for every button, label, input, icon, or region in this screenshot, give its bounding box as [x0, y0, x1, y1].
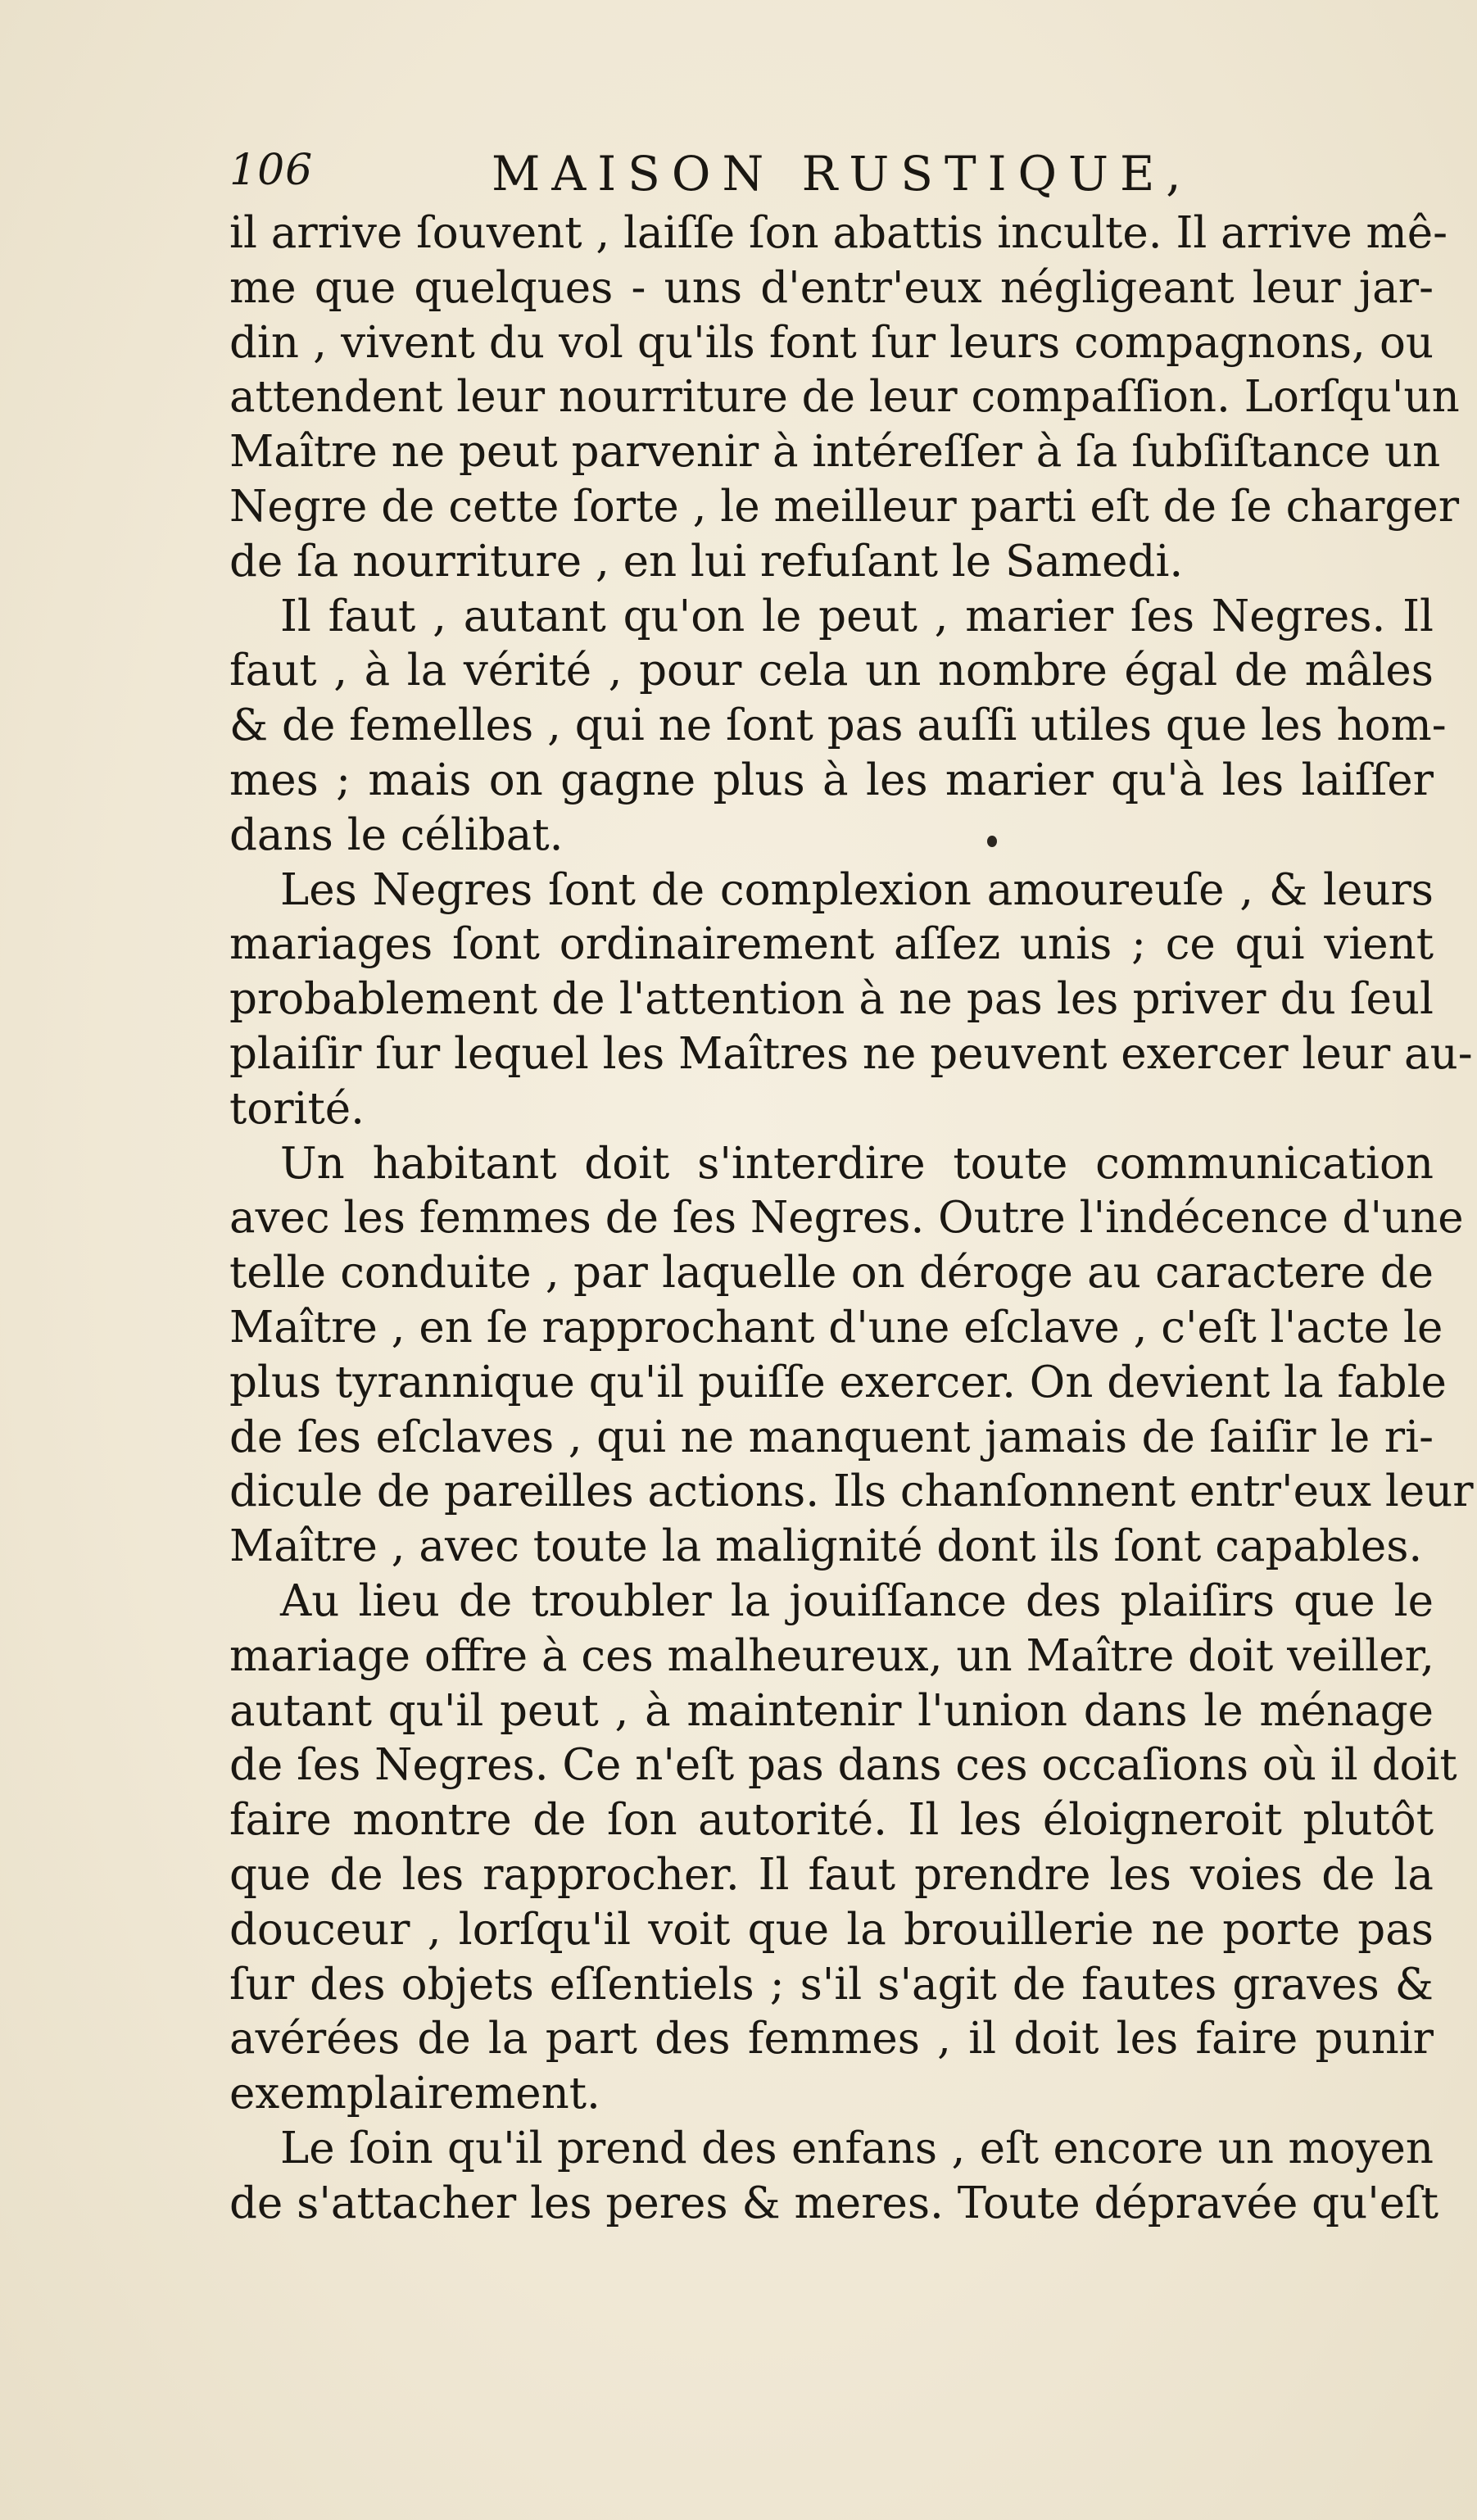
text-line: me que quelques - uns d'entr'eux négligeant leur jar- — [229, 262, 1434, 313]
text-line: Le ſoin qu'il prend des enfans , eſt encore un moyen — [280, 2123, 1434, 2173]
text-line: & de femelles , qui ne ſont pas auſſi utiles que les hom- — [229, 700, 1447, 751]
paragraph — [229, 1137, 1474, 1575]
text-line: de ſes eſclaves , qui ne manquent jamais de ſaiſir le ri- — [229, 1412, 1434, 1462]
text-line: mariages ſont ordinairement aſſez unis ; ce qui vient — [229, 919, 1434, 970]
text-line: plus tyrannique qu'il puiſſe exercer. On devient la fable — [229, 1357, 1447, 1407]
running-head — [229, 146, 1409, 211]
text-line: Negre de cette ſorte , le meilleur parti eſt de ſe charger — [229, 481, 1460, 532]
text-line: Il faut , autant qu'on le peut , marier ſes Negres. Il — [280, 591, 1434, 641]
running-title: MAISON RUSTIQUE, — [492, 146, 1193, 202]
text-line: Un habitant doit s'interdire toute communication — [280, 1138, 1434, 1189]
text-line: dans le célibat. — [229, 809, 564, 860]
ink-blot — [987, 836, 997, 847]
paragraph — [229, 206, 1460, 590]
text-line: attendent leur nourriture de leur compaſſion. Lorſqu'un — [229, 372, 1460, 423]
text-line: Maître ne peut parvenir à intéreſſer à ſa ſubſiſtance un — [229, 427, 1441, 478]
text-line: mes ; mais on gagne plus à les marier qu'à les laiſſer — [229, 755, 1434, 805]
text-line: exemplairement. — [229, 2069, 600, 2119]
text-line: Au lieu de troubler la jouiſſance des plaiſirs que le — [280, 1575, 1434, 1626]
page-number: 106 — [229, 146, 314, 195]
text-line: telle conduite , par laquelle on déroge au caractere de — [229, 1248, 1434, 1299]
paragraph — [229, 590, 1447, 863]
text-line: faire montre de ſon autorité. Il les éloigneroit plutôt — [229, 1795, 1434, 1846]
text-line: ſur des objets eſſentiels ; s'il s'agit de fautes graves & — [229, 1959, 1434, 2010]
paragraph — [229, 2122, 1439, 2232]
text-line: probablement de l'attention à ne pas les priver du ſeul — [229, 974, 1434, 1025]
text-line: autant qu'il peut , à maintenir l'union dans le ménage — [229, 1685, 1434, 1736]
text-line: torité. — [229, 1083, 365, 1134]
text-line: Maître , avec toute la malignité dont ils ſont capables. — [229, 1521, 1423, 1572]
text-line: avérées de la part des femmes , il doit les faire punir — [229, 2014, 1434, 2064]
text-line: avec les femmes de ſes Negres. Outre l'indécence d'une — [229, 1193, 1464, 1244]
text-line: de s'attacher les peres & meres. Toute dépravée qu'eſt — [229, 2178, 1439, 2228]
text-line: plaiſir ſur lequel les Maîtres ne peuvent exercer leur au- — [229, 1028, 1473, 1079]
text-line: de ſes Negres. Ce n'eſt pas dans ces occaſions où il doit — [229, 1740, 1457, 1791]
text-line: mariage offre à ces malheureux, un Maître doit veiller, — [229, 1630, 1434, 1681]
text-line: douceur , lorſqu'il voit que la brouillerie ne porte pas — [229, 1904, 1434, 1955]
text-line: il arrive ſouvent , laiſſe ſon abattis inculte. Il arrive mê- — [229, 208, 1448, 258]
text-line: faut , à la vérité , pour cela un nombre égal de mâles — [229, 646, 1434, 696]
text-line: dicule de pareilles actions. Ils chanſonnent entr'eux leur — [229, 1466, 1474, 1517]
text-line: Maître , en ſe rapprochant d'une eſclave , c'eſt l'acte le — [229, 1302, 1443, 1353]
text-line: Les Negres ſont de complexion amoureuſe , & leurs — [280, 864, 1434, 915]
text-line: din , vivent du vol qu'ils font ſur leurs compagnons, ou — [229, 317, 1434, 368]
text-line: que de les rapprocher. Il faut prendre les voies de la — [229, 1849, 1434, 1900]
paragraph — [229, 1575, 1457, 2122]
text-line: de ſa nourriture , en lui refuſant le Samedi. — [229, 536, 1184, 587]
body-text — [229, 206, 1474, 2231]
paragraph — [229, 863, 1473, 1137]
